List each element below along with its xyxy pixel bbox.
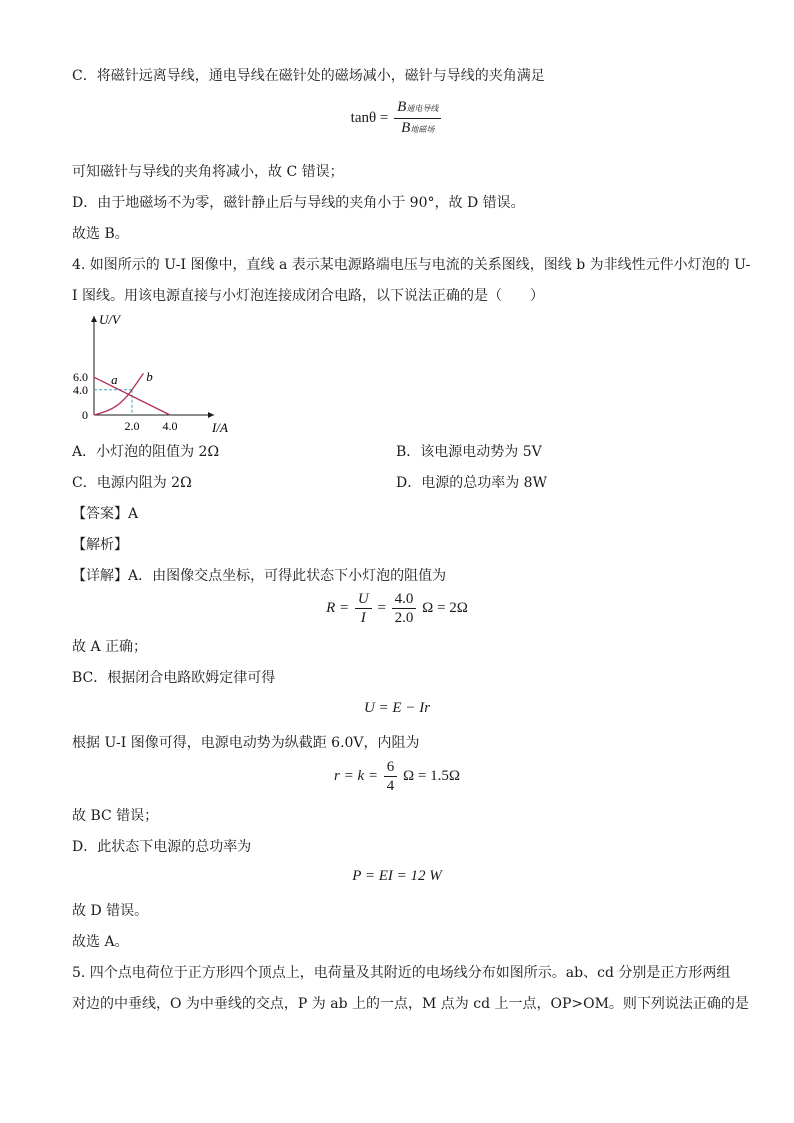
option-b: B．该电源电动势为 5V bbox=[396, 444, 542, 460]
denominator-symbol: B bbox=[401, 120, 411, 136]
formula-internal-resistance bbox=[0, 758, 794, 795]
paragraph-a-correct: 故 A 正确； bbox=[72, 639, 148, 655]
denominator-subscript: 地磁场 bbox=[410, 125, 435, 134]
formula-resistance bbox=[0, 590, 794, 627]
paragraph-emf: 根据 U-I 图像可得，电源电动势为纵截距 6.0V，内阻为 bbox=[72, 735, 420, 751]
formula-fraction bbox=[394, 98, 441, 139]
y-axis-label: U/V bbox=[99, 312, 120, 327]
series-label-b: b bbox=[146, 368, 153, 384]
option-d: D．电源的总功率为 8W bbox=[396, 475, 547, 491]
paragraph-bc-analysis: BC．根据闭合电路欧姆定律可得 bbox=[72, 670, 276, 686]
answer-label: 【答案】A bbox=[72, 506, 139, 522]
formula-tan-theta bbox=[0, 98, 794, 139]
paragraph-c-analysis: C．将磁针远离导线，通电导线在磁针处的磁场减小，磁针与导线的夹角满足 bbox=[72, 68, 545, 84]
paragraph-c-conclusion: 可知磁针与导线的夹角将减小，故 C 错误； bbox=[72, 164, 344, 180]
numerator: 6 bbox=[384, 758, 398, 777]
paragraph-d-wrong: 故 D 错误。 bbox=[72, 903, 149, 919]
paragraph-answer-a: 故选 A。 bbox=[72, 934, 129, 950]
analysis-label: 【解析】 bbox=[72, 537, 128, 553]
y-tick-label: 6.0 bbox=[73, 370, 88, 385]
formula-total-power: P = EI = 12 W bbox=[352, 868, 442, 884]
series-line-a bbox=[94, 377, 170, 415]
formula-ohm-law: U = E − Ir bbox=[363, 700, 431, 716]
formula-lhs: r = k = bbox=[333, 767, 378, 784]
fraction-six-over-four bbox=[384, 758, 398, 795]
fraction-values bbox=[392, 590, 417, 627]
numerator-symbol: B bbox=[397, 99, 407, 115]
question-5-line-1: 5. 四个点电荷位于正方形四个顶点上，电荷量及其附近的电场线分布如图所示。ab、cd 分别是正方形两组 bbox=[72, 965, 731, 981]
detail-a: 【详解】A．由图像交点坐标，可得此状态下小灯泡的阻值为 bbox=[72, 568, 447, 584]
series-label-a: a bbox=[111, 372, 118, 388]
question-4-line-2: I 图线。用该电源直接与小灯泡连接成闭合电路，以下说法正确的是（ ） bbox=[72, 288, 544, 304]
y-tick-label: 4.0 bbox=[73, 382, 88, 397]
x-tick-label: 4.0 bbox=[162, 419, 178, 433]
question-4-line-1: 4. 如图所示的 U-I 图像中，直线 a 表示某电源路端电压与电流的关系图线，图线 b 为非线性元件小灯泡的 U- bbox=[72, 257, 751, 273]
question-5-line-2: 对边的中垂线，O 为中垂线的交点，P 为 ab 上的一点，M 点为 cd 上一点，OP>OM。则下列说法正确的是 bbox=[72, 996, 749, 1012]
formula-lhs: R = bbox=[326, 599, 350, 616]
paragraph-d-analysis: D．由于地磁场不为零，磁针静止后与导线的夹角小于 90°，故 D 错误。 bbox=[72, 195, 525, 211]
denominator: 4 bbox=[386, 778, 395, 794]
denominator: I bbox=[360, 610, 366, 626]
numerator: U bbox=[355, 590, 372, 609]
numerator: 4.0 bbox=[392, 590, 417, 609]
equals-sign: = bbox=[377, 599, 386, 616]
denominator: 2.0 bbox=[394, 610, 414, 626]
x-tick-label: 2.0 bbox=[124, 419, 140, 433]
x-axis-label: I/A bbox=[212, 420, 228, 434]
formula-lhs: tanθ = bbox=[350, 109, 389, 126]
formula-rhs: Ω = 2Ω bbox=[422, 599, 468, 616]
paragraph-bc-wrong: 故 BC 错误； bbox=[72, 808, 159, 824]
paragraph-answer-b: 故选 B。 bbox=[72, 226, 129, 242]
option-a: A．小灯泡的阻值为 2Ω bbox=[72, 444, 220, 460]
series-line-b bbox=[94, 373, 143, 415]
paragraph-d-power: D．此状态下电源的总功率为 bbox=[72, 839, 252, 855]
numerator-subscript: 通电导线 bbox=[406, 104, 439, 113]
u-i-chart bbox=[66, 308, 236, 434]
y-tick-label: 0 bbox=[82, 408, 88, 422]
fraction-u-over-i bbox=[355, 590, 372, 627]
formula-rhs: Ω = 1.5Ω bbox=[402, 767, 460, 784]
option-c: C．电源内阻为 2Ω bbox=[72, 475, 192, 491]
